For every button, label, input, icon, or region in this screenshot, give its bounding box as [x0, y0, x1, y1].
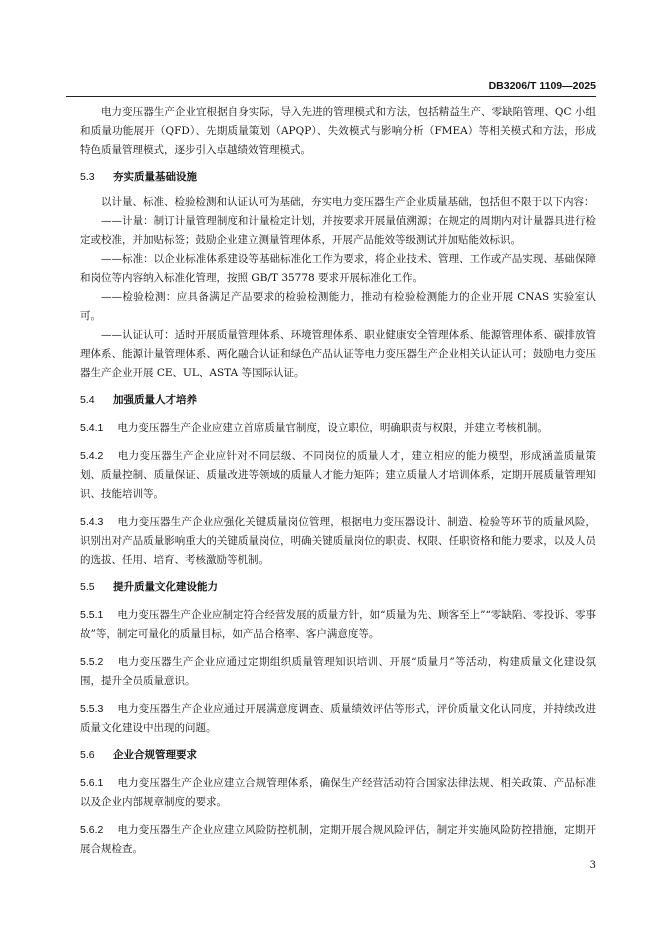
- clause-5-5-3: [80, 700, 596, 738]
- list-item: ——认证认可：适时开展质量管理体系、环境管理体系、职业健康安全管理体系、能源管理体系、碳排放管理体系、能源计量管理体系、两化融合认证和绿色产品认证等电力变压器生产企业相关认证认可；鼓励电力变压器生产企业开展 CE、UL、ASTA 等国际认证。: [80, 329, 596, 379]
- document-code: DB3206/T 1109—2025: [488, 80, 596, 92]
- clause-text: 电力变压器生产企业应通过定期组织质量管理知识培训、开展“质量月”等活动，构建质量文化建设氛围，提升全员质量意识。: [80, 656, 596, 687]
- clause-text: 电力变压器生产企业应强化关键质量岗位管理，根据电力变压器设计、制造、检验等环节的质量风险，识别出对产品质量影响重大的关键质量岗位，明确关键质量岗位的职责、权限、任职资格和能力要求，以及人员的选拔、任用、培育、考核激励等机制。: [80, 516, 596, 566]
- list-item: ——检验检测：应具备满足产品要求的检验检测能力，推动有检验检测能力的企业开展 CNAS 实验室认可。: [80, 291, 596, 322]
- page-number: 3: [589, 860, 596, 871]
- section-title: 提升质量文化建设能力: [113, 581, 218, 593]
- section-number: 5.3: [80, 171, 95, 183]
- clause-5-4-1: [80, 419, 596, 438]
- clause-number: 5.5.3: [80, 703, 104, 715]
- clause-text: 电力变压器生产企业应制定符合经营发展的质量方针，如“质量为先、顾客至上”“零缺陷、零投诉、零事故”等，制定可量化的质量目标，如产品合格率、客户满意度等。: [80, 609, 596, 640]
- clause-5-6-1: [80, 774, 596, 812]
- clause-5-5-2: [80, 653, 596, 691]
- clause-number: 5.4.2: [80, 450, 104, 462]
- clause-number: 5.4.1: [80, 422, 104, 434]
- clause-5-4-3: [80, 513, 596, 570]
- clause-5-5-1: [80, 606, 596, 644]
- section-number: 5.6: [80, 749, 95, 761]
- header-divider: [66, 96, 596, 97]
- clause-text: 电力变压器生产企业应建立首席质量官制度，设立职位，明确职责与权限，并建立考核机制。: [117, 422, 548, 434]
- section-number: 5.4: [80, 394, 95, 406]
- clause-5-4-2: [80, 447, 596, 504]
- clause-text: 电力变压器生产企业应建立合规管理体系，确保生产经营活动符合国家法律法规、相关政策、产品标准以及企业内部规章制度的要求。: [80, 777, 596, 808]
- section-heading-5-4: [80, 391, 596, 410]
- clause-number: 5.5.2: [80, 656, 104, 668]
- list-item: ——计量：制订计量管理制度和计量检定计划，并按要求开展量值溯源；在规定的周期内对计量器具进行检定或校准，并加贴标签；鼓励企业建立测量管理体系，开展产品能效等级测试并加贴能效标识。: [80, 215, 596, 246]
- section-number: 5.5: [80, 581, 95, 593]
- intro-paragraph: 电力变压器生产企业宜根据自身实际，导入先进的管理模式和方法，包括精益生产、零缺陷管理、QC 小组和质量功能展开（QFD）、先期质量策划（APQP）、失效模式与影响分析（FMEA）等相关模式和方法，形成特色质量管理模式，逐步引入卓越绩效管理模式。: [80, 106, 596, 156]
- section-title: 夯实质量基础设施: [113, 171, 197, 183]
- clause-number: 5.4.3: [80, 516, 104, 528]
- page-content: [80, 103, 596, 859]
- clause-number: 5.6.1: [80, 777, 104, 789]
- section-heading-5-6: [80, 746, 596, 765]
- section-heading-5-5: [80, 578, 596, 597]
- section-heading-5-3: [80, 168, 596, 187]
- section-lead: 以计量、标准、检验检测和认证认可为基础，夯实电力变压器生产企业质量基础，包括但不限于以下内容：: [101, 196, 595, 208]
- clause-number: 5.5.1: [80, 609, 104, 621]
- clause-text: 电力变压器生产企业应通过开展满意度调查、质量绩效评估等形式，评价质量文化认同度，并持续改进质量文化建设中出现的问题。: [80, 703, 596, 734]
- clause-number: 5.6.2: [80, 824, 104, 836]
- clause-text: 电力变压器生产企业应建立风险防控机制，定期开展合规风险评估，制定并实施风险防控措施，定期开展合规检查。: [80, 824, 596, 855]
- clause-5-6-2: [80, 821, 596, 859]
- section-title: 加强质量人才培养: [113, 394, 197, 406]
- section-title: 企业合规管理要求: [113, 749, 197, 761]
- clause-text: 电力变压器生产企业应针对不同层级、不同岗位的质量人才，建立相应的能力模型，形成涵盖质量策划、质量控制、质量保证、质量改进等领域的质量人才能力矩阵；建立质量人才培训体系，定期开展质量管理知识、技能培训等。: [80, 450, 596, 500]
- list-item: ——标准：以企业标准体系建设等基础标准化工作为要求，将企业技术、管理、工作或产品实现、基础保障和岗位等内容纳入标准化管理，按照 GB/T 35778 要求开展标准化工作。: [80, 253, 596, 284]
